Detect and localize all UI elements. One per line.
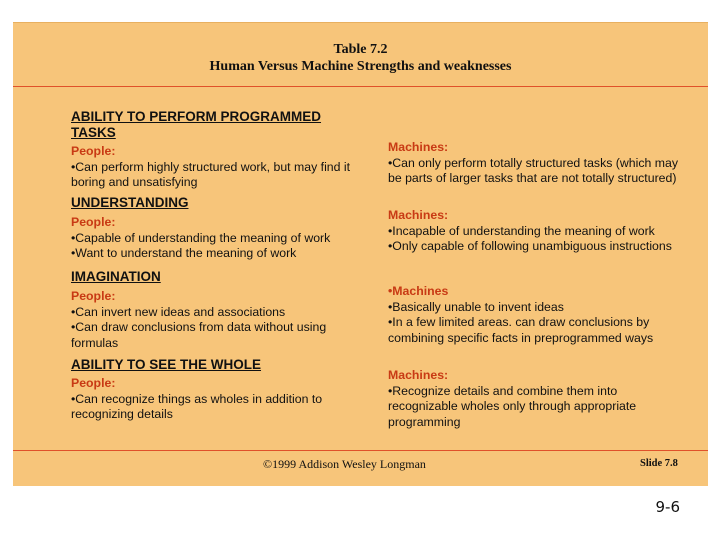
machines-programmed-tasks: [388, 140, 688, 187]
people-label: People:: [71, 144, 116, 158]
machines-item: •Recognize details and combine them into recognizable wholes only through appropriate programming: [388, 383, 637, 429]
people-label: People:: [71, 289, 116, 303]
machines-item: •In a few limited areas. can draw conclusions by combining specific facts in preprogrammed ways: [388, 315, 654, 345]
people-label: People:: [71, 215, 116, 229]
top-divider: [13, 86, 708, 87]
section-heading-see-whole: ABILITY TO SEE THE WHOLE: [71, 357, 262, 372]
people-see-whole: [71, 376, 371, 423]
people-item: •Capable of understanding the meaning of work: [71, 230, 331, 245]
bottom-divider: [13, 450, 708, 451]
section-heading-understanding: UNDERSTANDING: [71, 195, 189, 210]
people-item: •Can recognize things as wholes in addition to recognizing details: [71, 391, 323, 421]
machines-label: Machines:: [388, 140, 449, 154]
people-label: People:: [71, 376, 116, 390]
people-item: •Can draw conclusions from data without using formulas: [71, 320, 327, 350]
table-caption: Human Versus Machine Strengths and weaknesses: [209, 59, 512, 74]
people-item: •Want to understand the meaning of work: [71, 246, 297, 260]
machines-imagination: [388, 284, 688, 346]
machines-label: •Machines: [388, 284, 449, 298]
machines-item: •Only capable of following unambiguous instructions: [388, 239, 672, 253]
section-heading-imagination: IMAGINATION: [71, 269, 161, 284]
slide-number: Slide 7.8: [640, 458, 678, 469]
page-number: 9-6: [655, 498, 680, 516]
people-understanding: [71, 215, 371, 262]
table-title: [13, 41, 708, 75]
people-imagination: [71, 289, 371, 351]
machines-label: Machines:: [388, 208, 449, 222]
machines-understanding: [388, 208, 688, 255]
machines-label: Machines:: [388, 368, 449, 382]
machines-item: •Incapable of understanding the meaning of work: [388, 223, 655, 238]
machines-see-whole: [388, 368, 688, 430]
section-heading-programmed-tasks: ABILITY TO PERFORM PROGRAMMED TASKS: [71, 109, 322, 140]
copyright-text: ©1999 Addison Wesley Longman: [263, 457, 426, 471]
slide: [13, 22, 708, 486]
machines-item: •Can only perform totally structured tasks (which may be parts of larger tasks that are not totally structured): [388, 155, 678, 185]
machines-item: •Basically unable to invent ideas: [388, 299, 564, 314]
people-item: •Can perform highly structured work, but may find it boring and unsatisfying: [71, 159, 351, 189]
people-item: •Can invert new ideas and associations: [71, 304, 286, 319]
people-programmed-tasks: [71, 144, 371, 191]
table-number: Table 7.2: [333, 42, 388, 57]
